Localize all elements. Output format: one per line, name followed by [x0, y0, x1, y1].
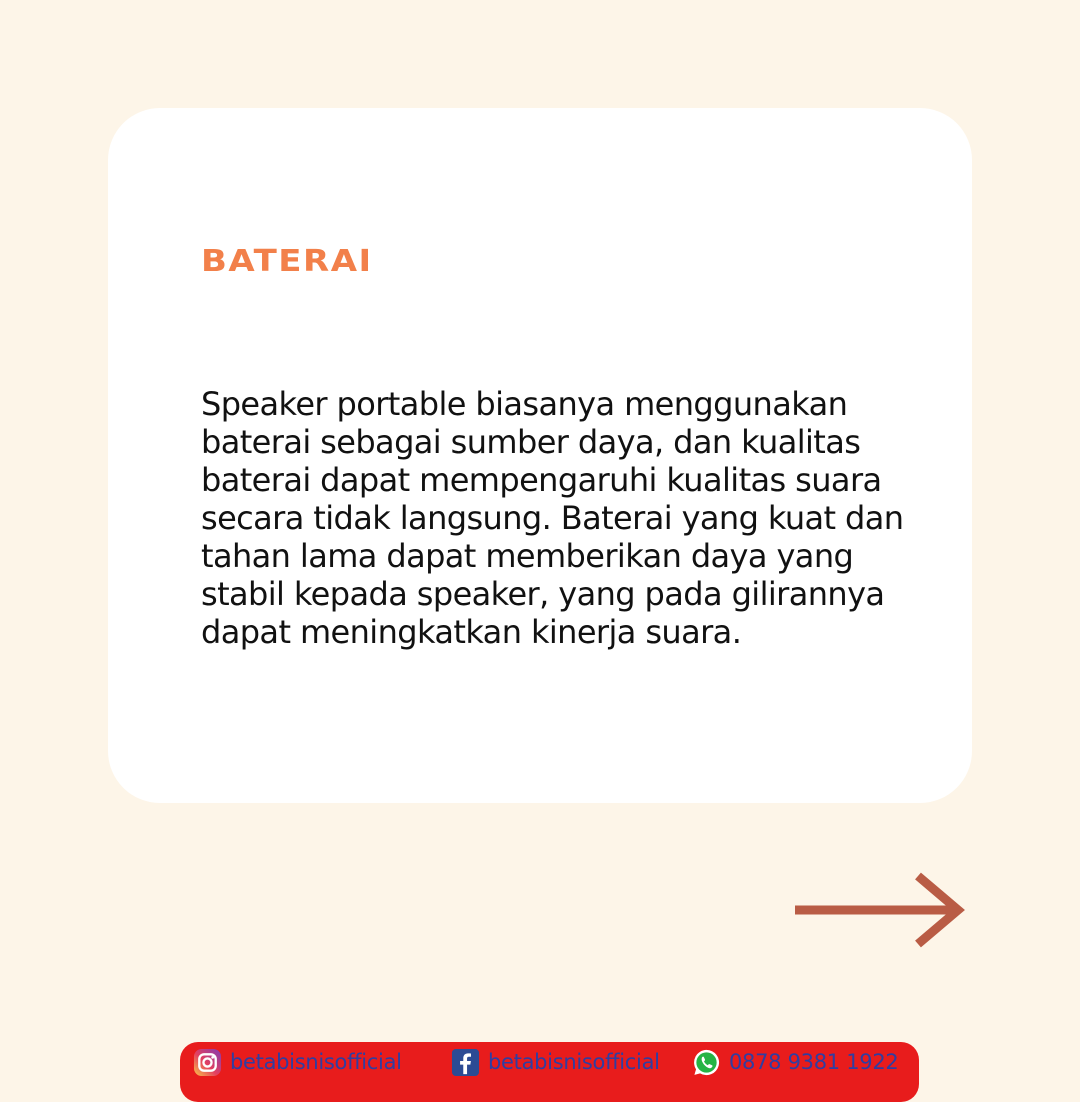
facebook-icon [451, 1048, 480, 1077]
arrow-right-icon [792, 872, 968, 952]
instagram-handle: betabisnisofficial [230, 1050, 402, 1074]
card-title: BATERAI [201, 243, 373, 280]
instagram-link[interactable] [193, 1047, 402, 1077]
facebook-handle: betabisnisofficial [488, 1050, 660, 1074]
next-slide-button[interactable] [792, 872, 968, 952]
whatsapp-icon [692, 1048, 721, 1077]
content-card [108, 108, 972, 803]
card-body-text: Speaker portable biasanya menggunakan baterai sebagai sumber daya, dan kualitas baterai dapat mempengaruhi kualitas suara secara tidak langsung. Baterai yang kuat dan tahan lama dapat memberikan daya yang stabil kepada speaker, yang pada gilirannya dapat meningkatkan kinerja suara. [201, 385, 904, 651]
instagram-icon [193, 1048, 222, 1077]
whatsapp-link[interactable] [692, 1047, 898, 1077]
facebook-link[interactable] [451, 1047, 660, 1077]
whatsapp-number: 0878 9381 1922 [729, 1050, 899, 1074]
